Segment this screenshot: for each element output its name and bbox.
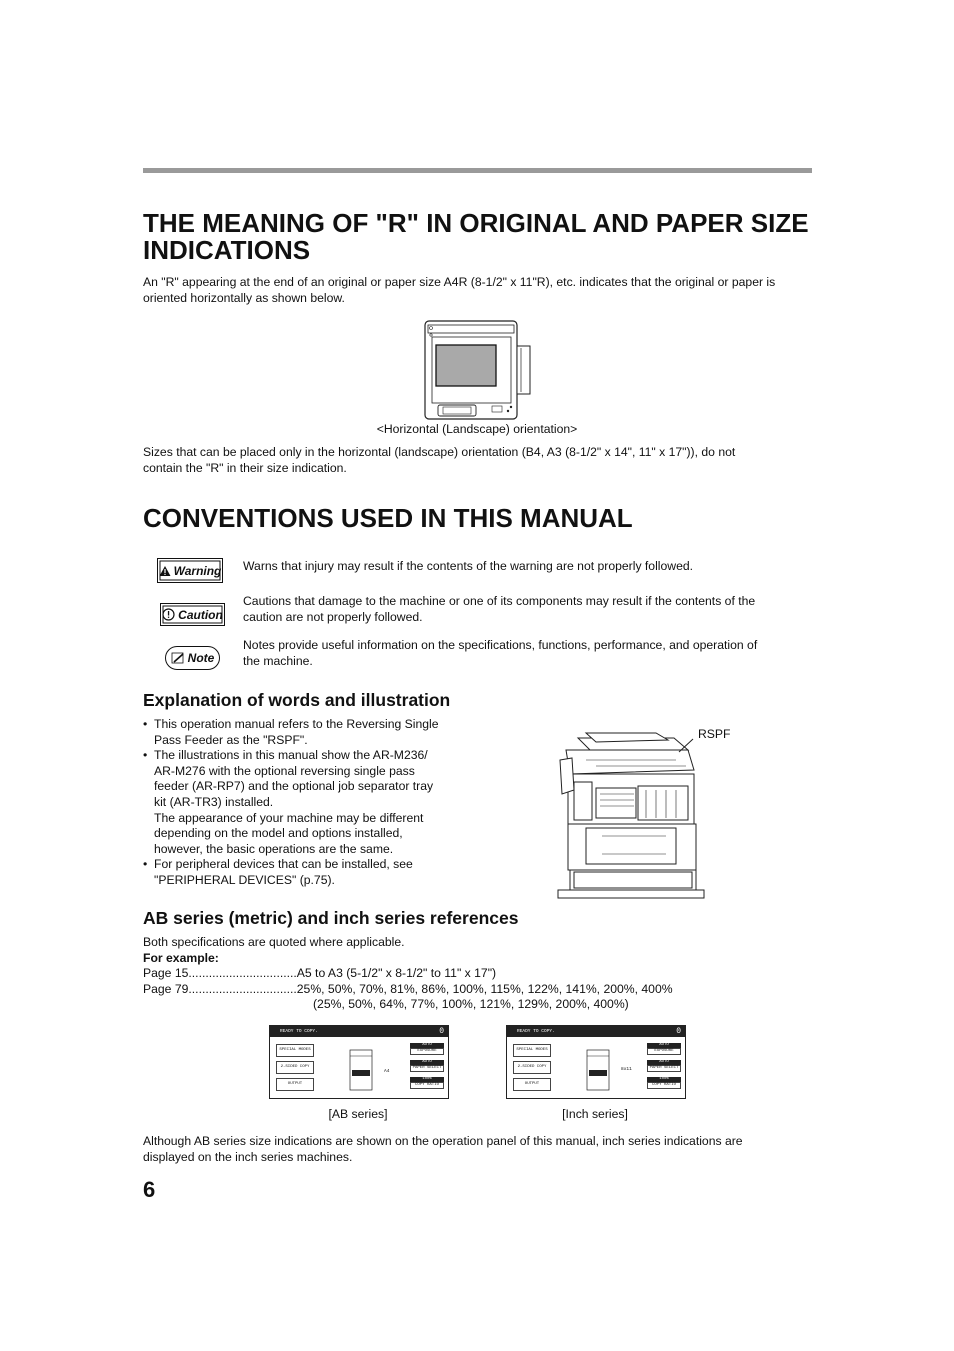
explanation-bullet-list <box>143 717 473 889</box>
inch-series-panel <box>506 1025 686 1099</box>
ab-series-panel <box>269 1025 449 1099</box>
ab-series-text <box>143 935 823 1013</box>
example-page-79-inch: (25%, 50%, 64%, 77%, 100%, 121%, 129%, 200%, 400%) <box>313 997 629 1012</box>
panel-status: READY TO COPY. <box>280 1029 318 1034</box>
caution-description: Cautions that damage to the machine or one of its components may result if the contents of the caution are not properly followed. <box>243 594 756 624</box>
panel-button-2-sided-copy: 2-SIDED COPY <box>276 1061 314 1074</box>
warning-description: Warns that injury may result if the contents of the warning are not properly followed. <box>243 559 694 573</box>
section-title-r-meaning: THE MEANING OF "R" IN ORIGINAL AND PAPER SIZE INDICATIONS <box>143 208 809 265</box>
note-pencil-icon <box>171 652 185 664</box>
warning-triangle-icon <box>159 565 171 577</box>
panel-button-output: OUTPUT <box>513 1078 551 1091</box>
panel-paper-size: A4 <box>384 1069 390 1074</box>
panel-paper-size: 8x11 <box>621 1067 632 1072</box>
example-page-15-ref: Page 15................................ <box>143 966 297 981</box>
panel-paper-select: AUTO PAPER SELECT <box>647 1060 681 1072</box>
note-badge <box>165 646 220 670</box>
caution-badge <box>160 603 225 626</box>
intro-paragraph: An "R" appearing at the end of an original or paper size A4R (8-1/2" x 11"R), etc. indicates that the original or paper is oriented horizontally as shown below. <box>143 275 776 305</box>
example-page-79-text: 25%, 50%, 70%, 81%, 86%, 100%, 115%, 122%, 141%, 200%, 400% <box>296 981 673 996</box>
panel-paper-select: AUTO PAPER SELECT <box>410 1060 444 1072</box>
explanation-heading: Explanation of words and illustration <box>143 690 451 710</box>
warning-badge-label: Warning <box>173 563 222 578</box>
panel-machine-icon <box>348 1046 374 1092</box>
panel-button-special-modes: SPECIAL MODES <box>276 1044 314 1057</box>
example-page-15-text: A5 to A3 (5-1/2" x 8-1/2" to 11" x 17") <box>296 966 497 981</box>
panel-count: 0 <box>676 1027 681 1036</box>
note-description: Notes provide useful information on the specifications, functions, performance, and operation of the machine. <box>243 638 758 668</box>
section-title-conventions: CONVENTIONS USED IN THIS MANUAL <box>143 503 633 533</box>
panel-button-2-sided-copy: 2-SIDED COPY <box>513 1061 551 1074</box>
list-item: • This operation manual refers to the Reversing Single Pass Feeder as the "RSPF". <box>143 717 473 748</box>
landscape-note-paragraph: Sizes that can be placed only in the horizontal (landscape) orientation (B4, A3 (8-1/2" x 14", 11" x 17")), do not contain the "R" in their size indication. <box>143 445 736 475</box>
caution-exclamation-icon <box>162 608 175 621</box>
page-number: 6 <box>143 1177 156 1202</box>
figure-caption: <Horizontal (Landscape) orientation> <box>376 422 578 436</box>
ab-series-heading: AB series (metric) and inch series references <box>143 908 519 928</box>
rspf-label: RSPF <box>698 727 731 741</box>
inch-series-caption: [Inch series] <box>562 1107 628 1121</box>
caution-badge-label: Caution <box>178 607 223 622</box>
copier-machine-illustration <box>556 730 706 900</box>
landscape-orientation-illustration <box>420 318 534 422</box>
panel-machine-icon <box>585 1046 611 1092</box>
list-item: • For peripheral devices that can be installed, see "PERIPHERAL DEVICES" (p.75). <box>143 857 473 888</box>
note-badge-label: Note <box>187 651 215 665</box>
panel-count: 0 <box>439 1027 444 1036</box>
panel-button-special-modes: SPECIAL MODES <box>513 1044 551 1057</box>
closing-paragraph: Although AB series size indications are shown on the operation panel of this manual, inch series indications are displayed on the inch series machines. <box>143 1134 743 1164</box>
panel-copy-ratio: 100% COPY RATIO <box>647 1077 681 1089</box>
panel-copy-ratio: 100% COPY RATIO <box>410 1077 444 1089</box>
panel-status: READY TO COPY. <box>517 1029 555 1034</box>
list-item: • The illustrations in this manual show the AR-M236/ AR-M276 with the optional reversing single pass feeder (AR-RP7) and the optional job separator tray kit (AR-TR3) installed. The appearance of your machine may be different depending on the model and options installed, however, the basic operations are the same. <box>143 748 473 857</box>
header-rule <box>143 168 812 173</box>
warning-badge <box>157 558 223 583</box>
panel-exposure: AUTO EXPOSURE <box>410 1043 444 1055</box>
panel-exposure: AUTO EXPOSURE <box>647 1043 681 1055</box>
panel-button-output: OUTPUT <box>276 1078 314 1091</box>
ab-series-caption: [AB series] <box>328 1107 388 1121</box>
ab-intro: Both specifications are quoted where applicable. <box>143 935 405 949</box>
for-example-label: For example: <box>143 950 219 965</box>
example-page-79-ref: Page 79................................ <box>143 981 297 996</box>
